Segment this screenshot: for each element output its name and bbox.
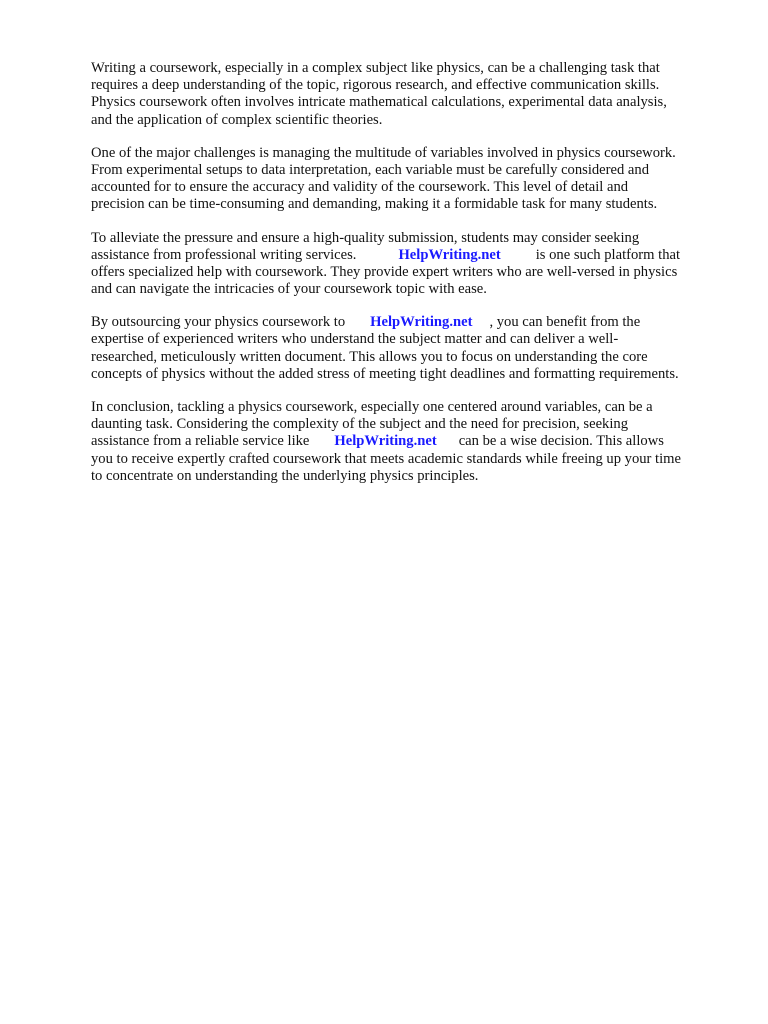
text-line: In conclusion, tackling a physics coursework, especially one centered around variables, can be a	[91, 399, 653, 415]
text-fragment: can be a wise decision. This allows	[458, 433, 664, 450]
text-line: accounted for to ensure the accuracy and validity of the coursework. This level of detail and	[91, 179, 629, 196]
text-line: to concentrate on understanding the underlying physics principles.	[91, 467, 479, 484]
text-fragment: assistance from a reliable service like	[91, 433, 310, 450]
paragraph-intro	[91, 60, 723, 129]
helpwriting-link[interactable]: HelpWriting.net	[370, 314, 473, 331]
text-line: you to receive expertly crafted coursework that meets academic standards while freeing up your time	[91, 450, 681, 467]
text-line: To alleviate the pressure and ensure a high-quality submission, students may consider seeking	[91, 229, 640, 246]
helpwriting-link[interactable]: HelpWriting.net	[334, 433, 437, 450]
text-line	[91, 247, 723, 264]
text-line: Writing a coursework, especially in a complex subject like physics, can be a challenging task that	[91, 60, 660, 76]
text-fragment: is one such platform that	[535, 246, 681, 263]
text-line: requires a deep understanding of the topic, rigorous research, and effective communication skills.	[91, 77, 660, 94]
text-line: and can navigate the intricacies of your coursework topic with ease.	[91, 281, 487, 298]
text-fragment: , you can benefit from the	[489, 314, 641, 331]
paragraph-alleviate	[91, 230, 723, 299]
paragraph-outsourcing	[91, 314, 723, 383]
paragraph-conclusion	[91, 399, 723, 485]
text-line: concepts of physics without the added stress of meeting tight deadlines and formatting requirements.	[91, 365, 679, 382]
text-line: offers specialized help with coursework. They provide expert writers who are well-versed in physics	[91, 263, 678, 280]
text-line: From experimental setups to data interpretation, each variable must be carefully considered and	[91, 161, 650, 178]
text-line: and the application of complex scientific theories.	[91, 111, 383, 128]
document-page	[91, 60, 723, 501]
text-line: daunting task. Considering the complexity of the subject and the need for precision, seeking	[91, 416, 628, 433]
text-line: precision can be time-consuming and demanding, making it a formidable task for many students.	[91, 196, 658, 213]
text-line: expertise of experienced writers who understand the subject matter and can deliver a well-	[91, 331, 619, 348]
text-line	[91, 314, 723, 331]
text-line: Physics coursework often involves intricate mathematical calculations, experimental data analysis,	[91, 94, 667, 111]
helpwriting-link[interactable]: HelpWriting.net	[398, 246, 501, 263]
text-fragment: By outsourcing your physics coursework to	[91, 314, 346, 331]
paragraph-challenges	[91, 145, 723, 214]
text-line: researched, meticulously written document. This allows you to focus on understanding the core	[91, 348, 648, 365]
text-line	[91, 433, 723, 450]
text-line: One of the major challenges is managing the multitude of variables involved in physics coursework.	[91, 144, 676, 161]
text-fragment: assistance from professional writing services.	[91, 246, 357, 263]
